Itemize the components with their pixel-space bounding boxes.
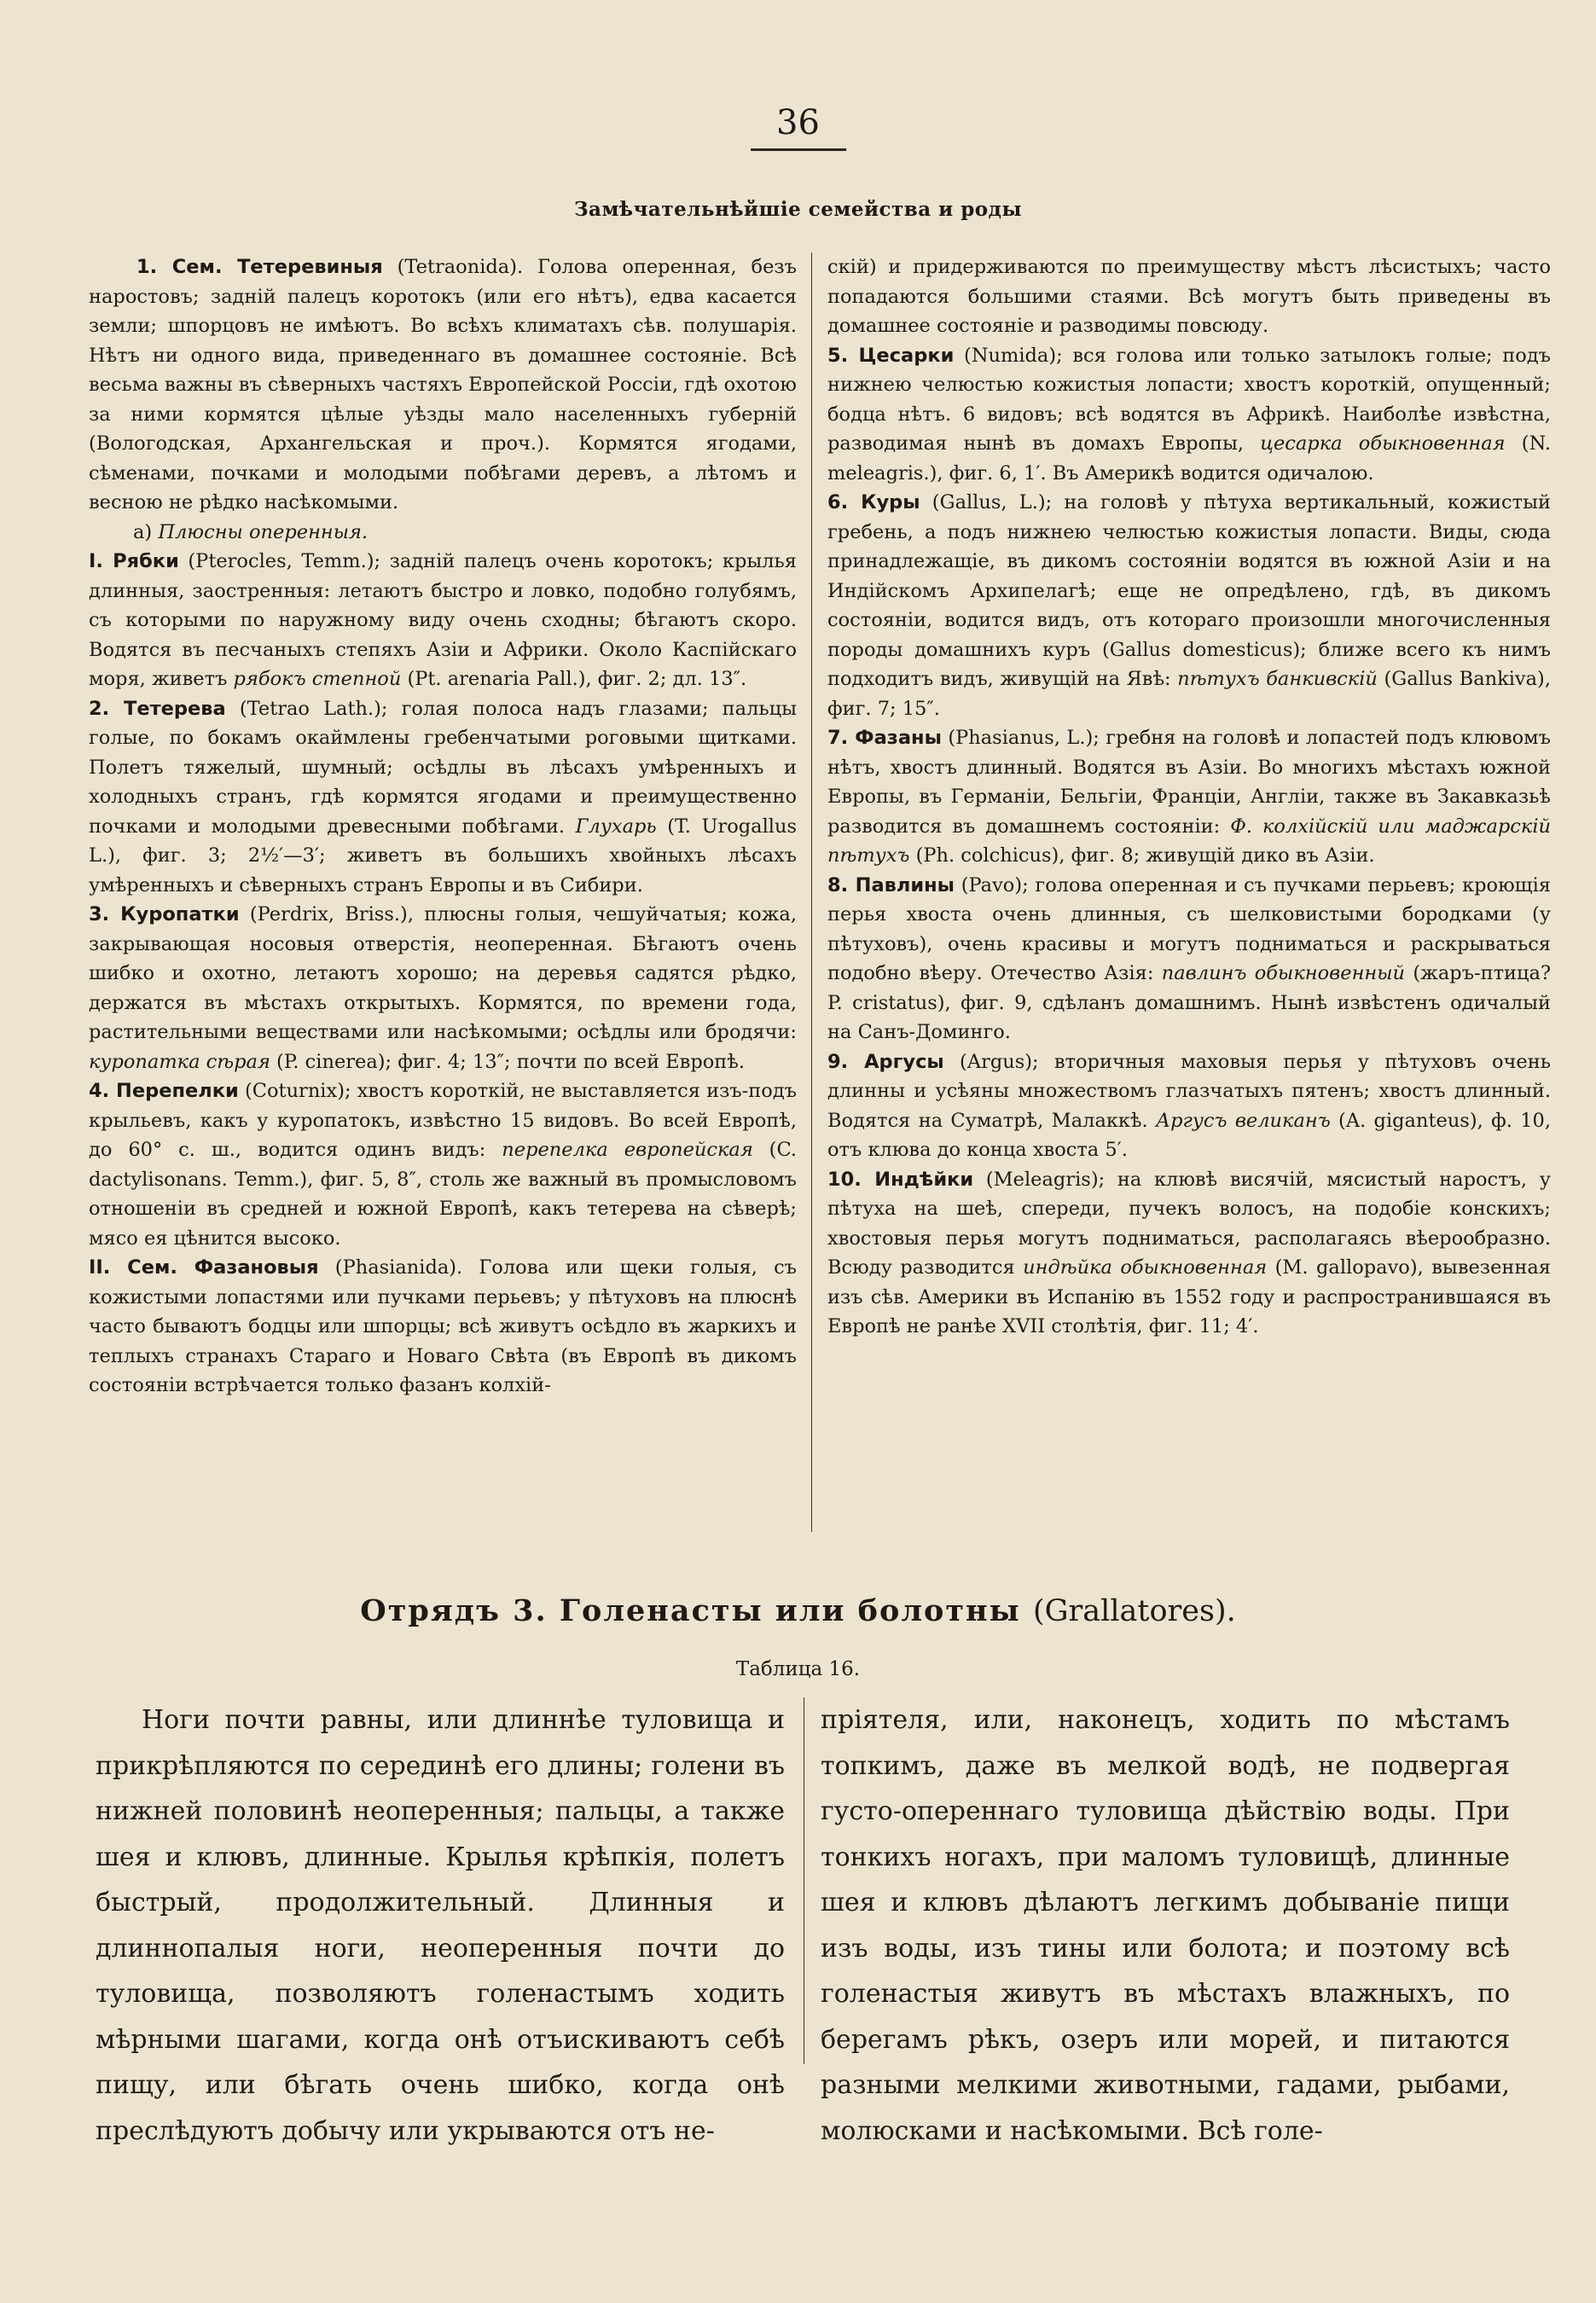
- entry-phasianida: II. Сем. Фазановыя (Phasianida). Голова или щеки голыя, съ кожистыми лопастями или пучками перьевъ; у пѣтуховъ на плюснѣ часто бываютъ бодцы или шпорцы; всѣ живутъ осѣдло въ жаркихъ и теплыхъ странахъ Стараго и Новаго Свѣта (въ Европѣ въ дикомъ состояніи встрѣчается только фазанъ колхій-: [89, 1256, 797, 1396]
- entry-title: 7. Фазаны: [827, 727, 942, 749]
- entry-title: 2. Тетерева: [89, 697, 226, 720]
- entry-perdrix: 3. Куропатки (Perdrix, Briss.), плюсны голыя, чешуйчатыя; кожа, закрывающая носовыя отверстія, неоперенная. Бѣгаютъ очень шибко и охотно, летаютъ хорошо; на деревья садятся рѣдко, держатся въ мѣстахъ открытыхъ. Кормятся, по времени года, растительными веществами или насѣкомыми; осѣдлы или бродячи: куропатка сѣрая (P. cinerea); фиг. 4; 13″; почти по всей Европѣ.: [89, 903, 797, 1073]
- entry-meleagris: 10. Индѣйки (Meleagris); на клювѣ висячій, мясистый наростъ, у пѣтуха на шеѣ, спереди, пучекъ волосъ, на подобіе конскихъ; хвостовыя перья могутъ подниматься, располагаясь вѣерообразно. Всюду разводится индѣйка обыкновенная (M. gallopavo), вывезенная изъ сѣв. Америки въ Испанію въ 1552 году и распространившаяся въ Европѣ не ранѣе XVII столѣтія, фиг. 11; 4′.: [827, 1168, 1551, 1337]
- entry-title: 3. Куропатки: [89, 903, 240, 925]
- column-divider: [811, 252, 812, 1532]
- order-text-right: [821, 1697, 1510, 2154]
- entry-coturnix: 4. Перепелки (Coturnix); хвостъ короткій, не выставляется изъ-подъ крыльевъ, какъ у куропатокъ, извѣстно 15 видовъ. Во всей Европѣ, до 60° с. ш., водится одинъ видъ: перепелка европейская (C. dactylisonans. Temm.), фиг. 5, 8″, столь же важный въ промысловомъ отношеніи въ средней и южной Европѣ, какъ тетерева на сѣверѣ; мясо ея цѣнится высоко.: [89, 1080, 798, 1250]
- entry-pterocles: I. Рябки (Pterocles, Temm.); задній палецъ очень коротокъ; крылья длинныя, заостренныя: летаютъ быстро и ловко, подобно голубямъ, съ которыми по наружному виду очень сходны; бѣгаютъ скоро. Водятся въ песчаныхъ степяхъ Азіи и Африки. Около Каспійскаго моря, живетъ рябокъ степной (Pt. arenaria Pall.), фиг. 2; дл. 13″.: [89, 550, 797, 690]
- entry-title: I. Рябки: [89, 550, 179, 572]
- entry-continuation: скій) и придерживаются по преимуществу мѣстъ лѣсистыхъ; часто попадаются большими стаями. Всѣ могутъ быть приведены въ домашнее состояніе и разводимы повсюду.: [827, 256, 1551, 337]
- order-paragraph-left: Ноги почти равны, или длиннѣе туловища и прикрѣпляются по серединѣ его длины; голени въ нижней половинѣ неоперенныя; пальцы, а также шея и клювъ, длинные. Крылья крѣпкія, полетъ быстрый, продолжительный. Длинныя и длиннопалыя ноги, неоперенныя почти до туловища, позволяютъ голенастымъ ходить мѣрными шагами, когда онѣ отъискиваютъ себѣ пищу, или бѣгать очень шибко, когда онѣ преслѣдуютъ добычу или укрываются отъ не-: [96, 1705, 785, 2146]
- entry-text: (Tetraonida). Голова оперенная, безъ наростовъ; задній палецъ коротокъ (или его нѣтъ), едва касается земли; шпорцовъ не имѣютъ. Во всѣхъ климатахъ сѣв. полушарія. Нѣтъ ни одного вида, приведеннаго въ домашнее состояніе. Всѣ весьма важны въ сѣверныхъ частяхъ Европейской Россіи, гдѣ охотою за ними кормятся цѣлые уѣзды мало населенныхъ губерній (Вологодская, Архангельская и проч.). Кормятся ягодами, сѣменами, почками и молодыми побѣгами деревъ, а лѣтомъ и весною не рѣдко насѣкомыми.: [89, 256, 797, 513]
- entry-title: 4. Перепелки: [89, 1080, 239, 1102]
- order-paragraph-right: пріятеля, или, наконецъ, ходить по мѣстамъ топкимъ, даже въ мелкой водѣ, не подвергая густо-опереннаго туловища дѣйствію воды. При тонкихъ ногахъ, при маломъ туловищѣ, длинные шея и клювъ дѣлаютъ легкимъ добываніе пищи изъ воды, изъ тины или болота; и поэтому всѣ голенастыя живутъ въ мѣстахъ влажныхъ, по берегамъ рѣкъ, озеръ или морей, и питаются разными мелкими животными, гадами, рыбами, молюсками и насѣкомыми. Всѣ голе-: [821, 1705, 1510, 2146]
- section-heading: Замѣчательнѣйшіе семейства и роды: [573, 198, 1023, 221]
- order-heading: Отрядъ 3. Голенасты или болотны (Grallatores).: [360, 1593, 1236, 1628]
- table-caption: Таблица 16.: [735, 1658, 861, 1680]
- entry-title: II. Сем. Фазановыя: [89, 1256, 319, 1279]
- entry-title: 8. Павлины: [827, 873, 955, 896]
- entry-phasianus: 7. Фазаны (Phasianus, L.); гребня на головѣ и лопастей подъ клювомъ нѣтъ, хвостъ длинный. Водятся въ Азіи. Во многихъ мѣстахъ южной Европы, въ Германіи, Бельгіи, Франціи, Англіи, также въ Закавказьѣ разводится въ домашнемъ состояніи: Ф. колхійскій или маджарскій пѣтухъ (Ph. colchicus), фиг. 8; живущій дико въ Азіи.: [827, 727, 1552, 867]
- order-latin-name: (Grallatores).: [1032, 1594, 1236, 1628]
- subsection-label: а) Плюсны оперенныя.: [133, 520, 369, 543]
- entry-title: 10. Индѣйки: [827, 1168, 974, 1191]
- entry-gallus: 6. Куры (Gallus, L.); на головѣ у пѣтуха вертикальный, кожистый гребень, а подъ нижнею челюстью кожистыя лопасти. Виды, сюда принадлежащіе, въ дикомъ состояніи водятся въ южной Азіи и на Индійскомъ Архипелагѣ; еще не опредѣлено, гдѣ, въ дикомъ состояніи, водится видъ, отъ котораго произошли многочисленныя породы домашнихъ куръ (Gallus domesticus); ближе всего къ нимъ подходитъ видъ, живущій на Явѣ: пѣтухъ банкивскій (Gallus Bankiva), фиг. 7; 15″.: [827, 491, 1551, 720]
- entry-argus: 9. Аргусы (Argus); вторичныя маховыя перья у пѣтуховъ очень длинны и усѣяны множествомъ глазчатыхъ пятенъ; хвостъ длинный. Водятся на Суматрѣ, Малаккѣ. Аргусъ великанъ (A. giganteus), ф. 10, отъ клюва до конца хвоста 5′.: [827, 1050, 1551, 1161]
- entry-numida: 5. Цесарки (Numida); вся голова или только затылокъ голые; подъ нижнею челюстью кожистыя лопасти; хвостъ короткій, опущенный; бодца нѣтъ. 6 видовъ; всѣ водятся въ Африкѣ. Наиболѣе извѣстна, разводимая нынѣ въ домахъ Европы, цесарка обыкновенная (N. meleagris.), фиг. 6, 1′. Въ Америкѣ водится одичалою.: [827, 344, 1551, 484]
- page-number: 36: [776, 103, 820, 142]
- entry-title: 9. Аргусы: [827, 1050, 944, 1073]
- entry-tetrao: 2. Тетерева (Tetrao Lath.); голая полоса надъ глазами; пальцы голые, по бокамъ окаймлены гребенчатыми роговыми щитками. Полетъ тяжелый, шумный; осѣдлы въ лѣсахъ умѣренныхъ и холодныхъ странъ, гдѣ кормятся ягодами и преимущественно почками и молодыми древесными побѣгами. Глухарь (T. Urogallus L.), фиг. 3; 2½′—3′; живетъ въ большихъ хвойныхъ лѣсахъ умѣренныхъ и сѣверныхъ странъ Европы и въ Сибири.: [89, 697, 797, 896]
- entry-tetraonida: [89, 252, 797, 518]
- entry-pavo: 8. Павлины (Pavo); голова оперенная и съ пучками перьевъ; кроющія перья хвоста очень длинныя, съ шелковистыми бородками (у пѣтуховъ), очень красивы и могутъ подниматься и раскрываться подобно вѣеру. Отечество Азія: павлинъ обыкновенный (жаръ-птица? P. cristatus), фиг. 9, сдѣланъ домашнимъ. Нынѣ извѣстенъ одичалый на Санъ-Доминго.: [827, 873, 1552, 1043]
- entry-title: 5. Цесарки: [827, 344, 955, 367]
- page-number-rule: [751, 148, 846, 151]
- entry-title: 6. Куры: [827, 491, 920, 513]
- entry-title: 1. Сем. Тетеревиныя: [136, 256, 383, 278]
- right-column: [827, 252, 1551, 1342]
- left-column: [89, 252, 797, 1401]
- order-text-left: [96, 1697, 785, 2154]
